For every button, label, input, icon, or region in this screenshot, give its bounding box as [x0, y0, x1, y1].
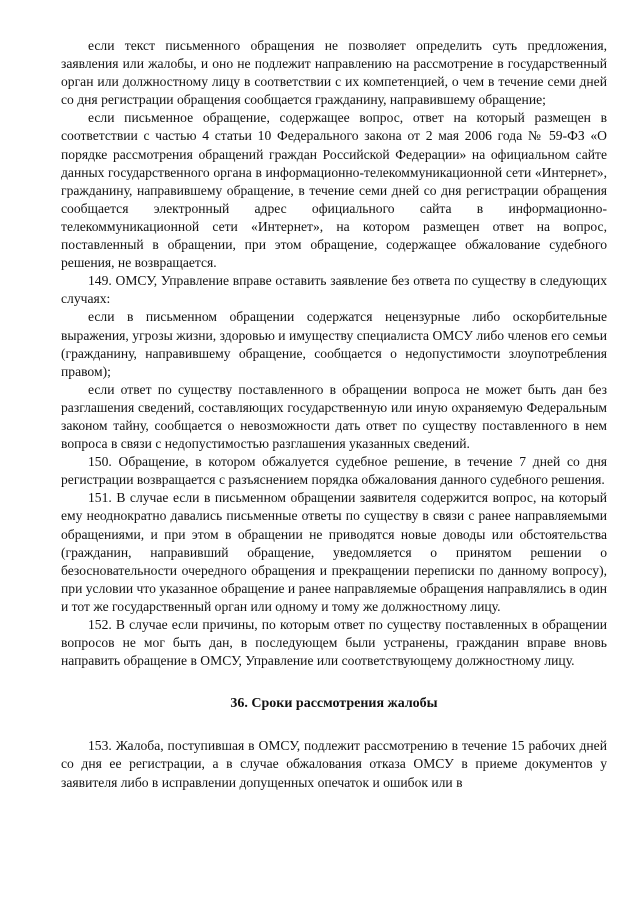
paragraph-149: 149. ОМСУ, Управление вправе оставить заявление без ответа по существу в следующих случаях:: [61, 273, 607, 307]
paragraph-secret-information: если ответ по существу поставленного в обращении вопроса не может быть дан без разглашения сведений, составляющих государственную или иную охраняемую Федеральным законом тайну, сообщается о невозможности дать ответ по существу поставленного в нем вопроса в связи с недопустимостью разглашения указанных сведений.: [61, 381, 607, 452]
paragraph-answer-published: если письменное обращение, содержащее вопрос, ответ на который размещен в соответствии с частью 4 статьи 10 Федерального закона от 2 мая 2006 года № 59-ФЗ «О порядке рассмотрения обращений граждан Российской Федерации» на официальном сайте данных государственного органа в информационно-телекоммуникационной сети «Интернет», гражданину, направившему обращение, в течение семи дней со дня регистрации обращения сообщается электронный адрес официального сайта в информационно-телекоммуникационной сети «Интернет», на котором размещен ответ на вопрос, поставленный в обращении, при этом обращение, содержащее обжалование судебного решения, не возвращается.: [61, 110, 607, 271]
paragraph-151: 151. В случае если в письменном обращении заявителя содержится вопрос, на который ему неоднократно давались письменные ответы по существу в связи с ранее направляемыми обращениями, и при этом в обращении не приводятся новые доводы или обстоятельства (гражданин, направивший обращение, уведомляется о принятом решении о безосновательности очередного обращения и прекращении переписки по данному вопросу), при условии что указанное обращение и ранее направляемые обращения направлялись в один и тот же государственный орган или одному и тому же должностному лицу.: [61, 490, 608, 614]
paragraph-undefined-subject: если текст письменного обращения не позволяет определить суть предложения, заявления или жалобы, и оно не подлежит направлению на рассмотрение в государственный орган или должностному лицу в соответствии с их компетенцией, о чем в течение семи дней со дня регистрации обращения сообщается гражданину, направившему обращение;: [61, 38, 607, 108]
paragraph-152: 152. В случае если причины, по которым ответ по существу поставленных в обращении вопросов не мог быть дан, в последующем были устранены, гражданин вправе вновь направить обращение в ОМСУ, Управление или соответствующему должностному лицу.: [61, 617, 607, 669]
section-heading: 36. Сроки рассмотрения жалобы: [230, 696, 438, 712]
paragraph-offensive-content: если в письменном обращении содержатся нецензурные либо оскорбительные выражения, угрозы жизни, здоровью и имуществу специалиста ОМСУ либо членов его семьи (гражданину, направившему обращение, сообщается о недопустимости злоупотребления правом);: [61, 309, 607, 379]
paragraph-153: 153. Жалоба, поступившая в ОМСУ, подлежит рассмотрению в течение 15 рабочих дней со дня ее регистрации, а в случае обжалования отказа ОМСУ в приеме документов у заявителя либо в исправлении допущенных опечаток и ошибок или в: [61, 738, 607, 790]
paragraph-150: 150. Обращение, в котором обжалуется судебное решение, в течение 7 дней со дня регистрации возвращается с разъяснением порядка обжалования данного судебного решения.: [61, 454, 607, 488]
